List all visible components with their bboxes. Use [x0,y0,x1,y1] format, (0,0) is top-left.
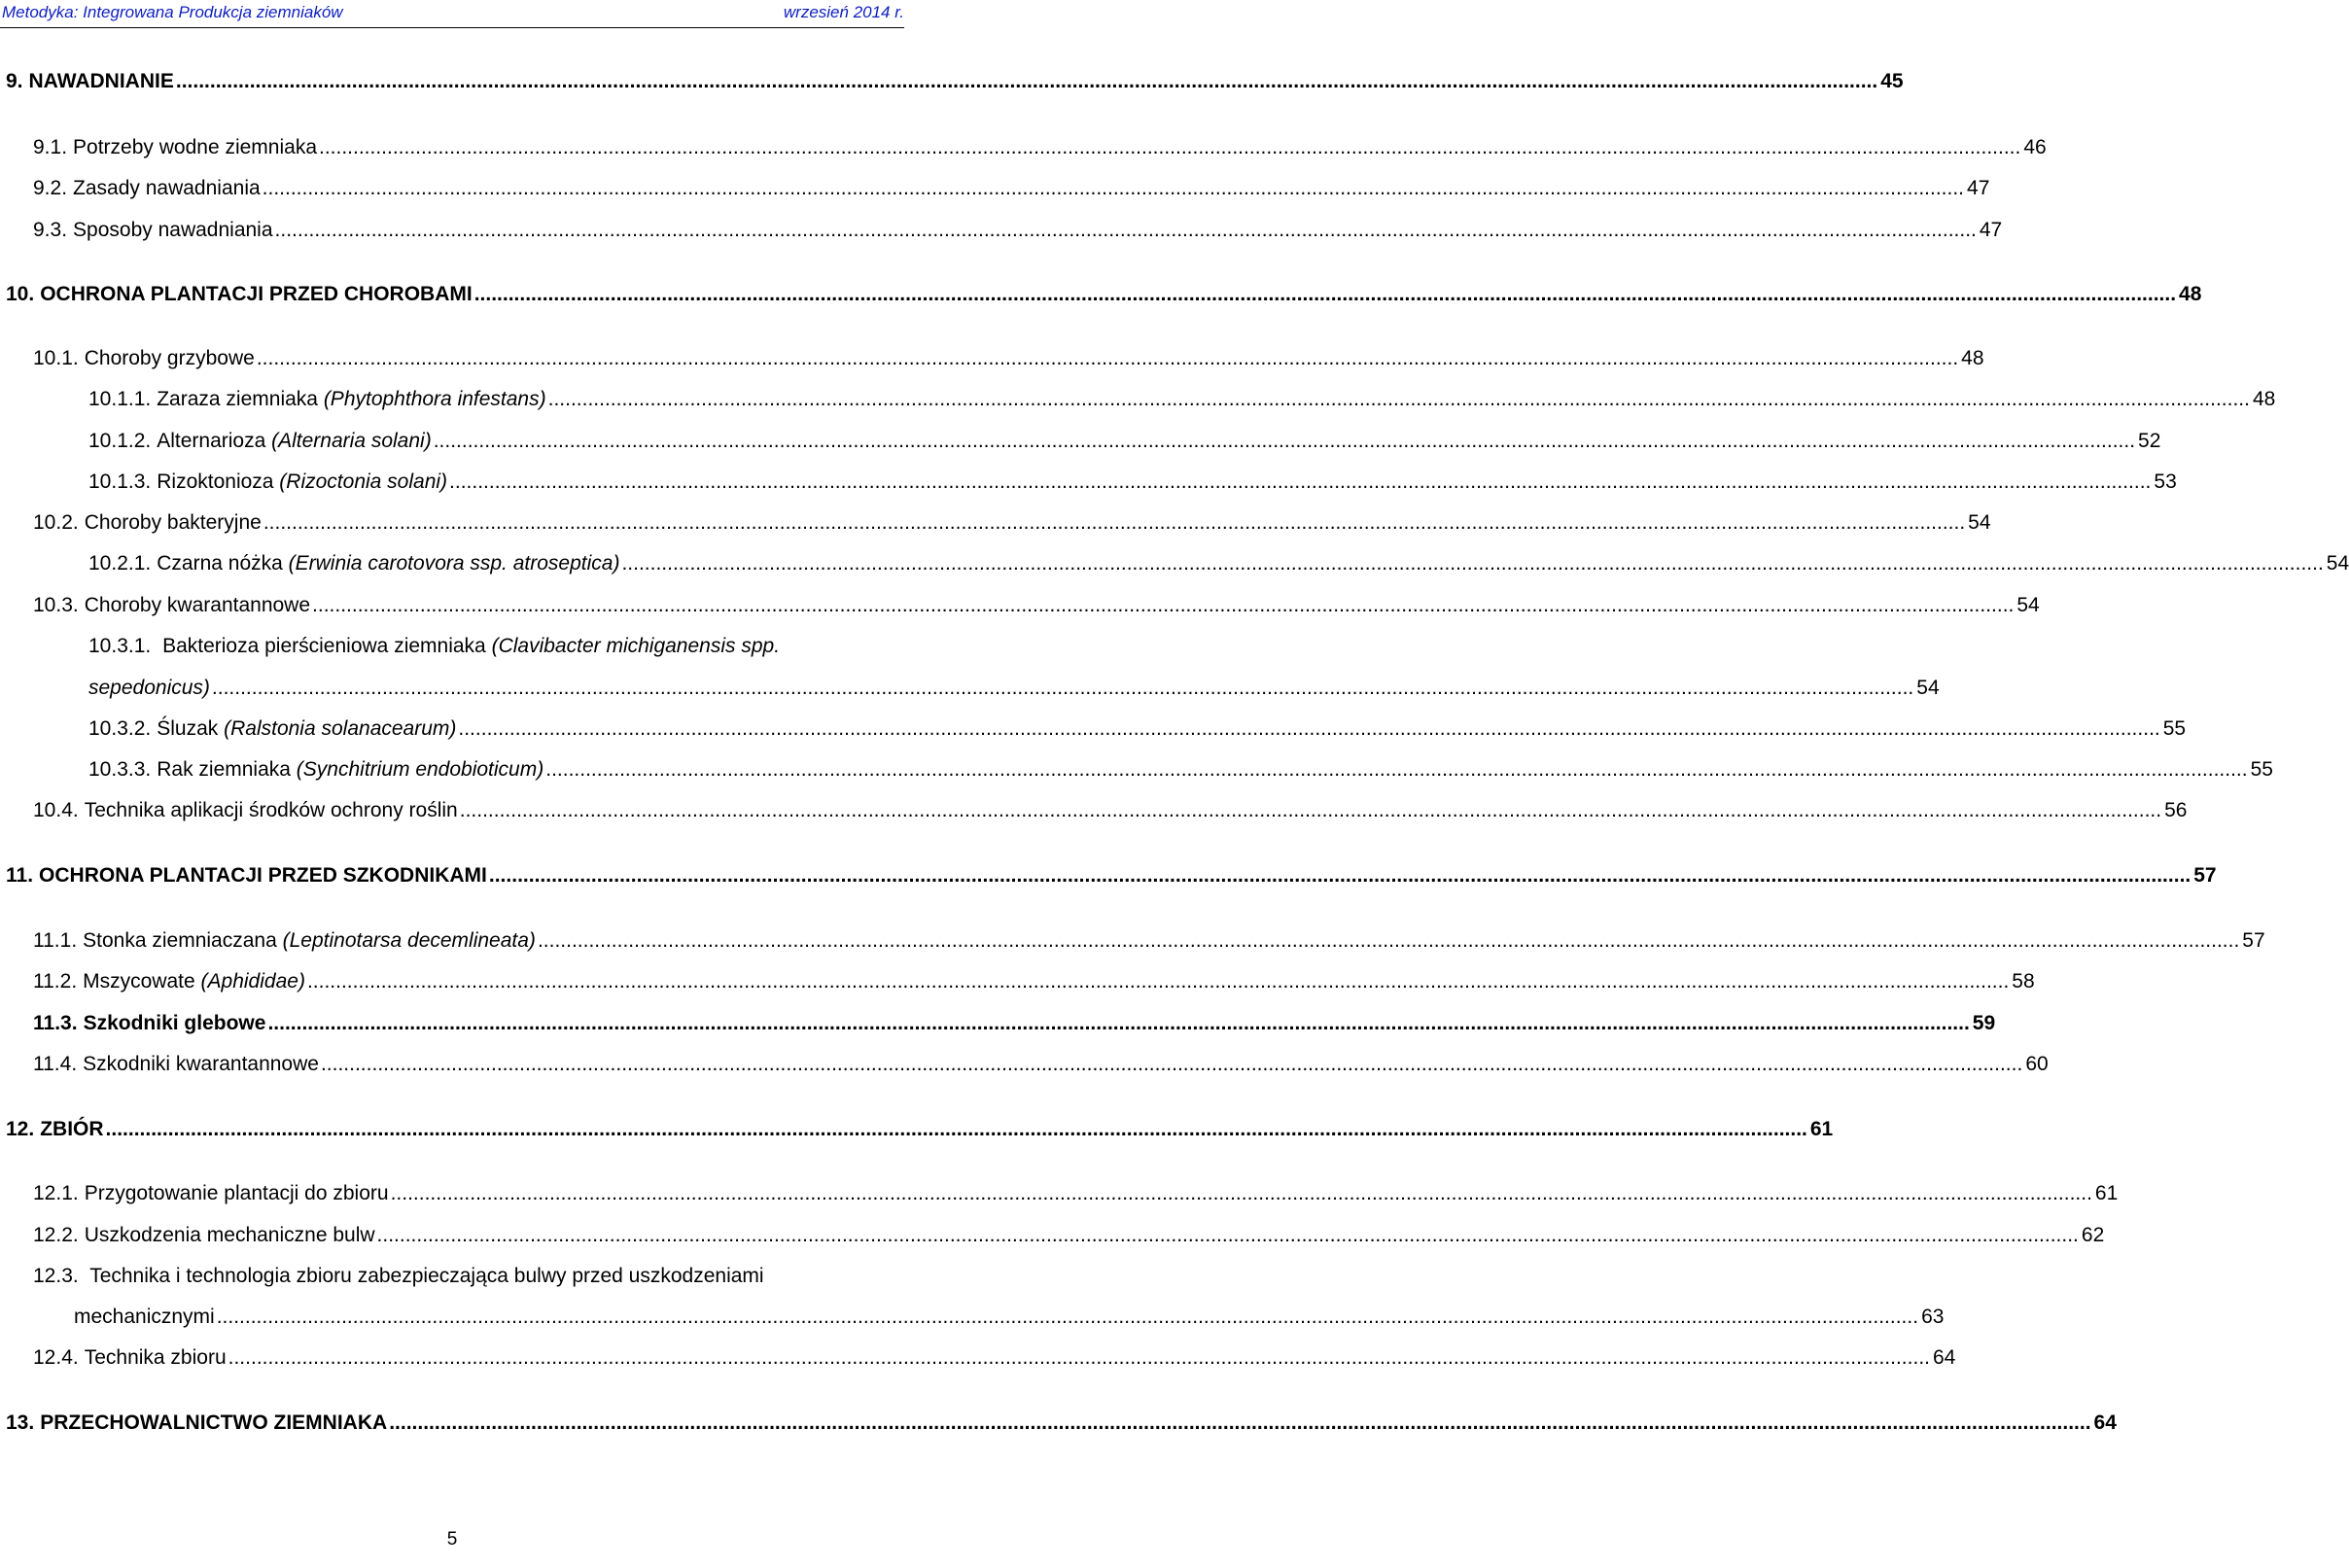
toc-entry[interactable] [33,928,2265,954]
toc-number: 10.2. [33,511,79,534]
toc-page: 47 [1967,177,1990,199]
toc-entry[interactable] [88,470,2177,495]
toc-title: Choroby bakteryjne [84,511,262,534]
toc-entry[interactable] [33,1052,2049,1077]
toc-title: Szkodniki glebowe [83,1012,266,1034]
toc-page: 55 [2162,717,2187,740]
toc-entry[interactable] [6,69,1904,94]
toc-page: 57 [2193,864,2217,887]
toc-number: 12.1. [33,1182,79,1204]
toc-leader: ............................................................................................................................................................................................................................................................................................................ [211,677,1914,699]
toc-page: 64 [1932,1346,1956,1369]
toc-number: 10.4. [33,799,79,821]
toc-number: 13. [6,1411,35,1434]
toc-title: Technika i technologia zbioru zabezpieczająca bulwy przed uszkodzeniami [89,1265,764,1287]
toc-page: 61 [2094,1182,2119,1204]
toc-leader: ............................................................................................................................................................................................................................................................................................................ [105,1118,1807,1140]
toc-leader: ............................................................................................................................................................................................................................................................................................................ [449,470,2152,493]
toc-number: 10.3.1. [88,635,152,657]
toc-leader: ............................................................................................................................................................................................................................................................................................................ [547,388,2250,410]
toc-number: 11.3. [33,1012,78,1034]
toc-number: 10.1. [33,347,79,369]
toc-page: 58 [2012,970,2035,993]
toc-leader: ............................................................................................................................................................................................................................................................................................................ [319,136,2021,158]
toc-leader: ............................................................................................................................................................................................................................................................................................................ [228,1346,1930,1369]
toc-title: Bakterioza pierścieniowa ziemniaka (Clavibacter michiganensis spp. [162,635,781,657]
toc-number: 10.3.2. [88,717,152,740]
toc-leader: ............................................................................................................................................................................................................................................................................................................ [256,347,1959,369]
toc-entry[interactable] [33,510,1991,536]
toc-leader: ............................................................................................................................................................................................................................................................................................................ [473,283,2177,305]
toc-number: 10.2.1. [88,552,152,575]
toc-title: Rak ziemniaka (Synchitrium endobioticum) [157,758,544,781]
toc-leader: ............................................................................................................................................................................................................................................................................................................ [216,1306,1919,1328]
toc-title: Potrzeby wodne ziemniaka [73,136,317,158]
toc-entry[interactable] [88,429,2161,454]
toc-number: 12. [6,1118,35,1140]
toc-leader: ............................................................................................................................................................................................................................................................................................................ [389,1411,2091,1434]
toc-title: Czarna nóżka (Erwinia carotovora ssp. atroseptica) [157,552,620,575]
toc-entry[interactable] [33,1264,764,1289]
toc-entry[interactable] [6,1411,2117,1436]
toc-page: 54 [1916,677,1940,699]
toc-entry[interactable] [88,757,2273,783]
toc-leader: ............................................................................................................................................................................................................................................................................................................ [175,70,1878,92]
toc-entry[interactable] [33,969,2035,994]
toc-page: 62 [2081,1224,2105,1246]
toc-leader: ............................................................................................................................................................................................................................................................................................................ [320,1053,2023,1075]
toc-number: 10.3. [33,594,79,616]
toc-title: Przygotowanie plantacji do zbioru [84,1182,389,1204]
toc-entry[interactable] [88,387,2276,412]
toc-page: 63 [1921,1306,1945,1328]
toc-number: 9.1. [33,136,68,158]
toc-page: 52 [2138,430,2161,452]
toc-number: 11. [6,864,34,887]
toc-entry[interactable] [33,1181,2119,1206]
toc-entry[interactable] [33,135,2047,160]
toc-number: 12.2. [33,1224,79,1246]
toc-entry[interactable] [33,176,1990,201]
toc-title: Mszycowate (Aphididae) [83,970,305,993]
toc-title: OCHRONA PLANTACJI PRZED CHOROBAMI [40,283,473,305]
toc-title: Choroby kwarantannowe [84,594,311,616]
toc-number: 10.1.1. [88,388,152,410]
toc-page: 54 [2326,552,2349,575]
toc-page: 47 [1979,219,2003,241]
toc-page: 45 [1880,70,1904,92]
toc-number: 9. [6,70,23,92]
toc-entry[interactable] [33,1223,2105,1248]
toc-page: 60 [2025,1053,2049,1075]
toc-title: Technika zbioru [84,1346,227,1369]
toc-entry[interactable] [33,1345,1956,1371]
toc-page: 48 [2252,388,2276,410]
toc-page: 56 [2164,799,2188,821]
toc-entry[interactable] [33,593,2040,618]
toc-leader: ............................................................................................................................................................................................................................................................................................................ [376,1224,2079,1246]
toc-page: 46 [2023,136,2047,158]
toc-entry[interactable] [88,716,2187,742]
toc-page: 54 [2016,594,2040,616]
toc-leader: ............................................................................................................................................................................................................................................................................................................ [459,799,2162,821]
toc-page: 61 [1809,1118,1834,1140]
toc-title: NAWADNIANIE [28,70,174,92]
toc-number: 11.1. [33,929,78,952]
toc-number: 12.4. [33,1346,79,1369]
toc-title: PRZECHOWALNICTWO ZIEMNIAKA [40,1411,388,1434]
toc-title: Uszkodzenia mechaniczne bulw [84,1224,375,1246]
header-date: wrzesień 2014 r. [783,3,904,21]
toc-title: sepedonicus) [88,677,210,699]
toc-title: Alternarioza (Alternaria solani) [157,430,432,452]
toc-leader: ............................................................................................................................................................................................................................................................................................................ [433,430,2136,452]
toc-leader: ............................................................................................................................................................................................................................................................................................................ [537,929,2240,952]
toc-entry[interactable] [6,282,2202,307]
toc-title: Stonka ziemniaczana (Leptinotarsa decemlineata) [83,929,536,952]
toc-number: 9.2. [33,177,68,199]
toc-title: Zaraza ziemniaka (Phytophthora infestans) [157,388,546,410]
toc-number: 10.1.2. [88,430,152,452]
toc-entry[interactable] [33,1011,1996,1036]
toc-number: 11.4. [33,1053,78,1075]
toc-entry[interactable] [88,634,780,659]
toc-title: Zasady nawadniania [73,177,261,199]
toc-number: 9.3. [33,219,68,241]
toc-number: 10.3.3. [88,758,152,781]
toc-leader: ............................................................................................................................................................................................................................................................................................................ [621,552,2324,575]
toc-leader: ............................................................................................................................................................................................................................................................................................................ [262,177,1965,199]
toc-entry-continued[interactable] [88,676,1940,701]
toc-page: 48 [2179,283,2202,305]
toc-title: Technika aplikacji środków ochrony roślin [84,799,458,821]
toc-number: 10.1.3. [88,470,152,493]
toc-number: 11.2. [33,970,78,993]
toc-page: 54 [1968,511,1991,534]
toc-leader: ............................................................................................................................................................................................................................................................................................................ [545,758,2248,781]
toc-leader: ............................................................................................................................................................................................................................................................................................................ [458,717,2160,740]
toc-number: 10. [6,283,35,305]
toc-page: 57 [2242,929,2265,952]
header-rule [0,27,904,28]
toc-leader: ............................................................................................................................................................................................................................................................................................................ [274,219,1977,241]
toc-entry[interactable] [33,798,2188,823]
toc-title: Rizoktonioza (Rizoctonia solani) [157,470,448,493]
header-title: Metodyka: Integrowana Produkcja ziemniaków [2,3,343,21]
toc-entry[interactable] [6,863,2217,889]
toc-title: ZBIÓR [40,1118,104,1140]
toc-page: 48 [1961,347,1984,369]
toc-title: Choroby grzybowe [84,347,255,369]
toc-entry[interactable] [33,218,2003,243]
toc-entry[interactable] [6,1117,1834,1142]
page-number: 5 [446,1529,458,1550]
toc-leader: ............................................................................................................................................................................................................................................................................................................ [488,864,2191,887]
toc-title: Śluzak (Ralstonia solanacearum) [157,717,457,740]
toc-leader: ............................................................................................................................................................................................................................................................................................................ [306,970,2010,993]
toc-title: mechanicznymi [74,1306,215,1328]
toc-leader: ............................................................................................................................................................................................................................................................................................................ [267,1012,1970,1034]
toc-number: 12.3. [33,1265,79,1287]
toc-title: Szkodniki kwarantannowe [83,1053,319,1075]
toc-page: 53 [2154,470,2177,493]
toc-leader: ............................................................................................................................................................................................................................................................................................................ [312,594,2015,616]
toc-page: 64 [2093,1411,2117,1434]
toc-title: Sposoby nawadniania [73,219,273,241]
toc-page: 59 [1972,1012,1996,1034]
toc-entry-continued[interactable] [74,1305,1945,1330]
toc-entry[interactable] [88,551,2349,576]
toc-title: OCHRONA PLANTACJI PRZED SZKODNIKAMI [39,864,487,887]
toc-page: 55 [2250,758,2273,781]
toc-leader: ............................................................................................................................................................................................................................................................................................................ [263,511,1966,534]
toc-leader: ............................................................................................................................................................................................................................................................................................................ [390,1182,2092,1204]
toc-entry[interactable] [33,346,1984,371]
